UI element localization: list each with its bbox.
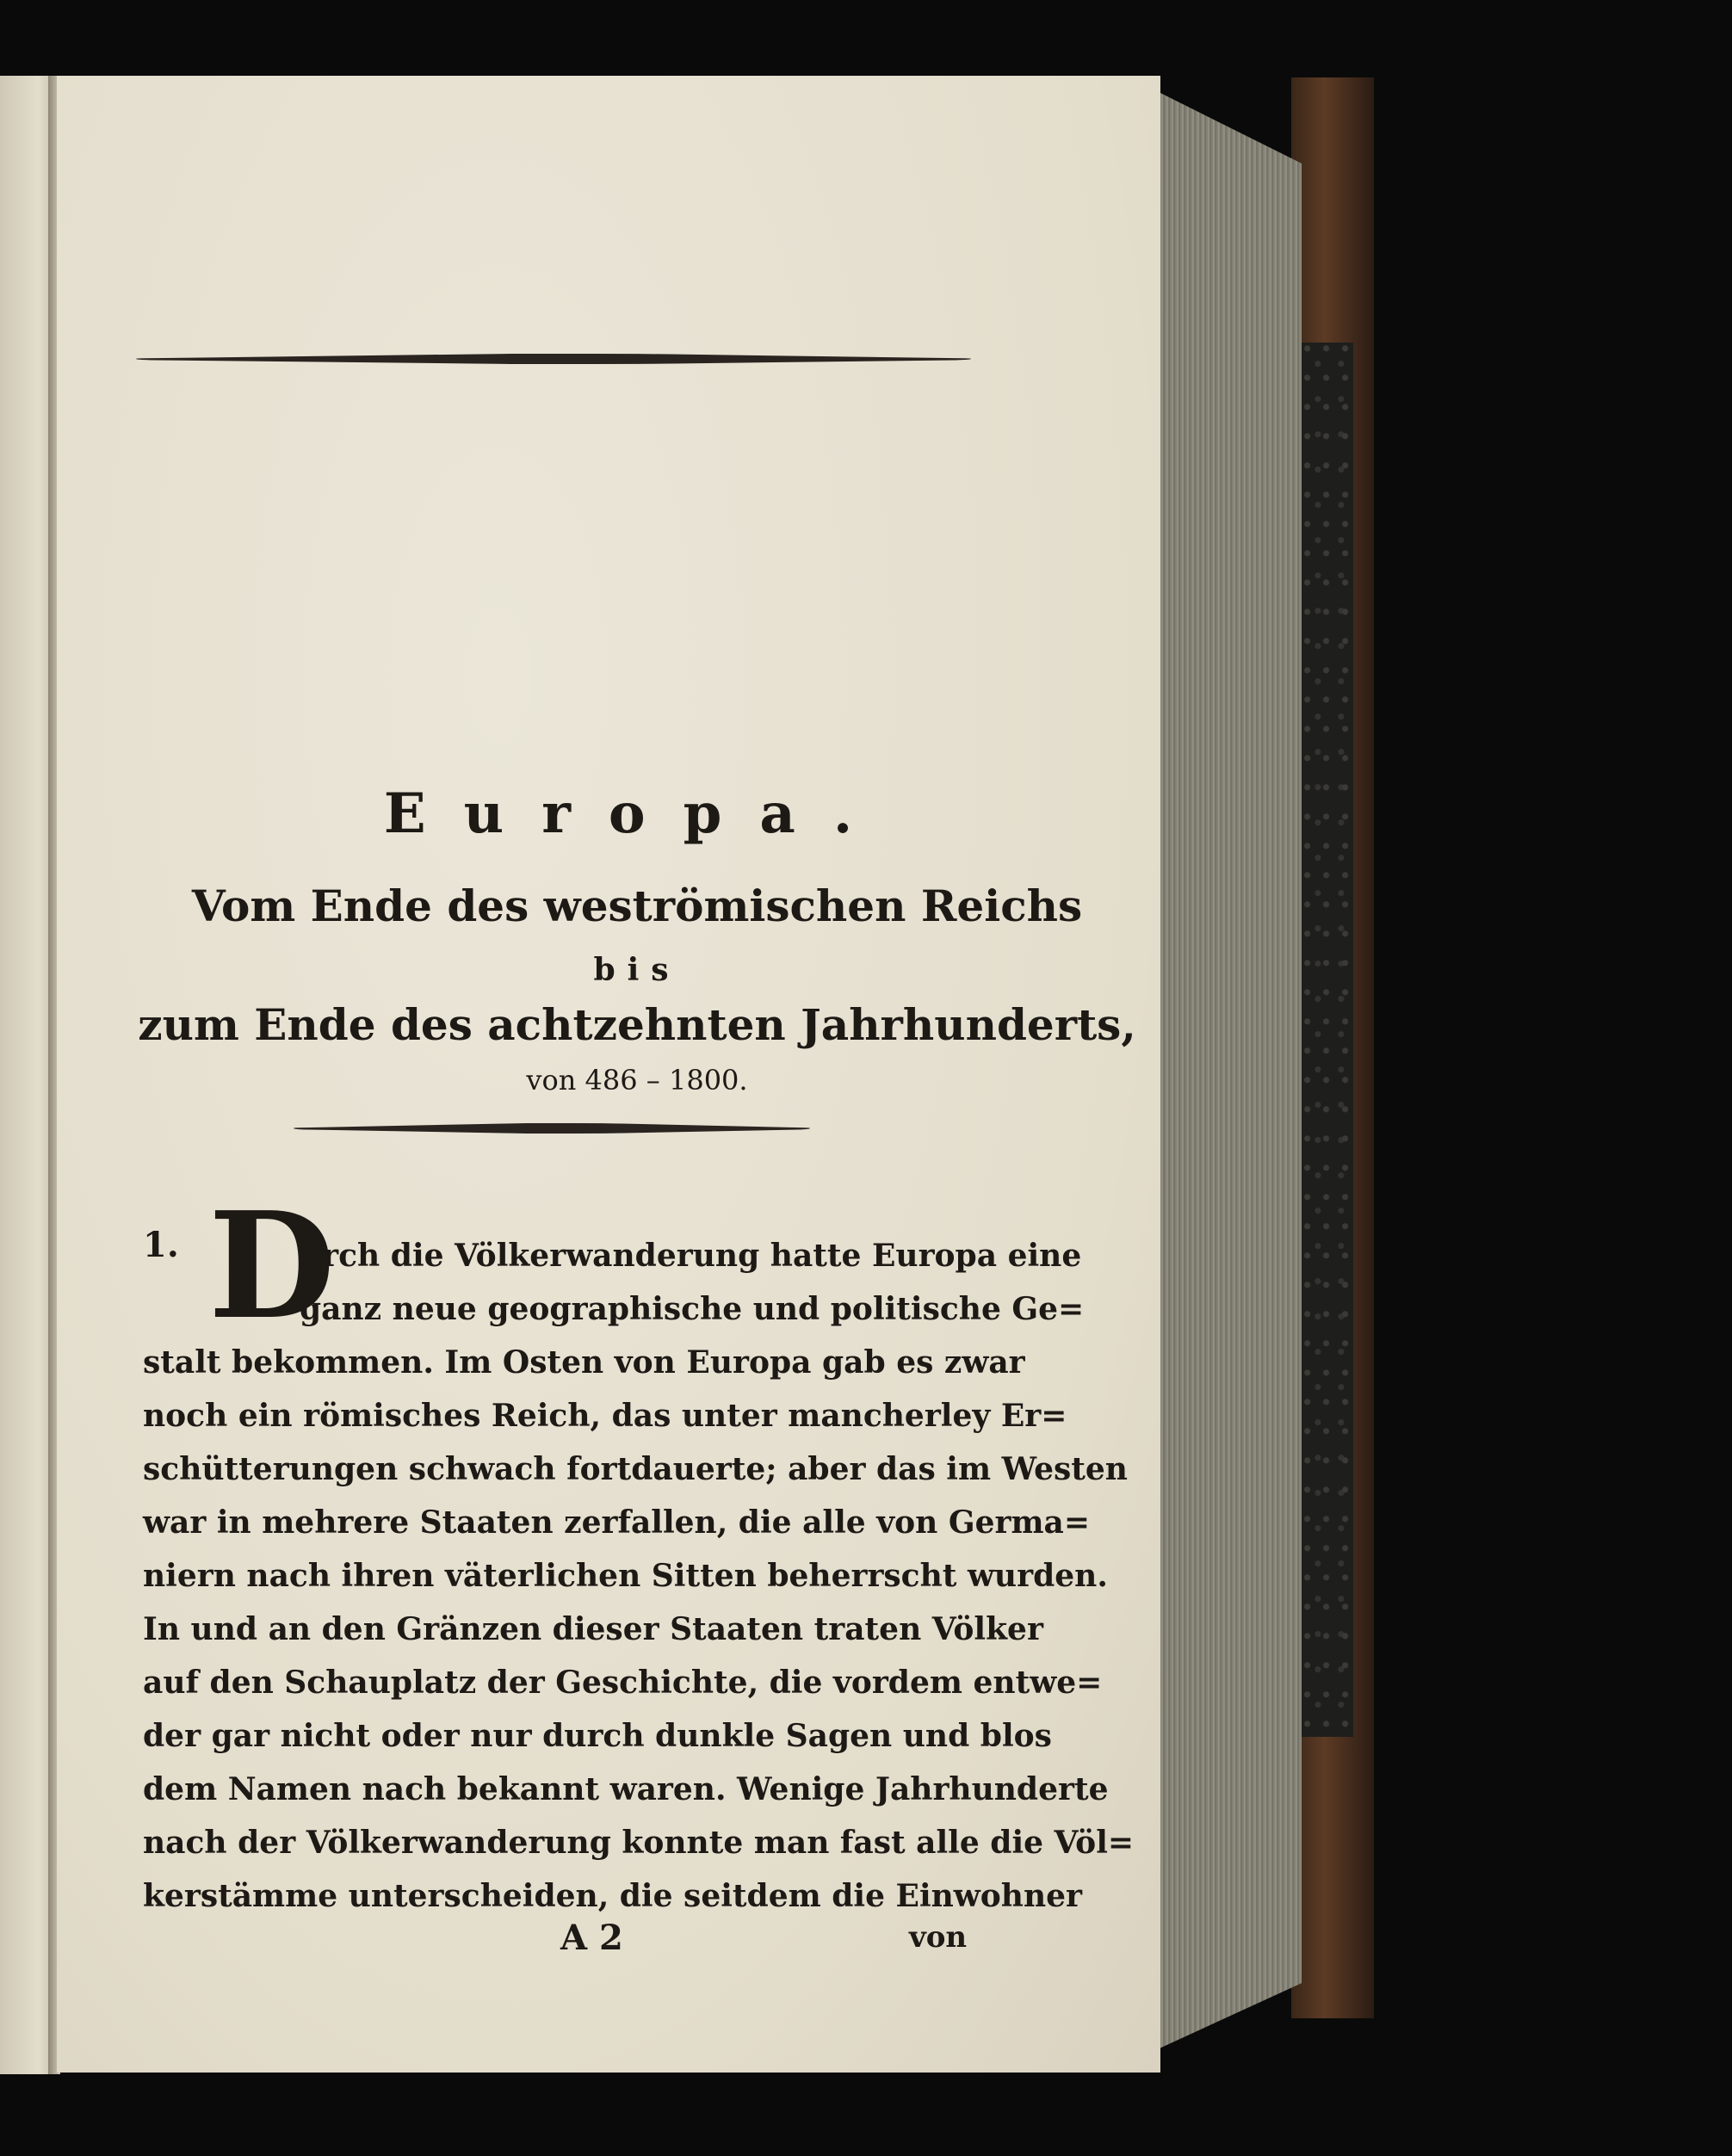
body-line: der gar nicht oder nur durch dunkle Sagen und blos	[143, 1718, 1052, 1754]
date-range: von 486 – 1800.	[526, 1064, 748, 1097]
subtitle-line-2: bis	[593, 952, 681, 988]
spine-cover-panel	[1302, 343, 1353, 1737]
body-line: dem Namen nach bekannt waren. Wenige Jahrhunderte	[143, 1771, 1109, 1807]
body-line: urch die Völkerwanderung hatte Europa eine	[300, 1238, 1082, 1274]
subtitle-line-3: zum Ende des achtzehnten Jahrhunderts,	[138, 999, 1136, 1050]
top-ornamental-rule	[136, 354, 971, 364]
body-line: noch ein römisches Reich, das unter mancherley Er=	[143, 1398, 1067, 1434]
signature-mark: A 2	[560, 1918, 623, 1958]
body-line: stalt bekommen. Im Osten von Europa gab es zwar	[143, 1344, 1025, 1381]
chapter-title: Europa.	[383, 781, 891, 846]
middle-ornamental-rule	[294, 1123, 810, 1134]
body-line: schütterungen schwach fortdauerte; aber das im Westen	[143, 1451, 1128, 1487]
body-line: nach der Völkerwanderung konnte man fast alle die Völ=	[143, 1825, 1135, 1861]
body-line: kerstämme unterscheiden, die seitdem die Einwohner	[143, 1878, 1083, 1914]
body-line: In und an den Gränzen dieser Staaten traten Völker	[143, 1611, 1043, 1647]
body-line: auf den Schauplatz der Geschichte, die vordem entwe=	[143, 1665, 1103, 1701]
body-line: war in mehrere Staaten zerfallen, die alle von Germa=	[143, 1504, 1091, 1541]
body-line: ganz neue geographische und politische Ge=	[300, 1291, 1085, 1327]
drop-cap-initial: D	[208, 1180, 336, 1352]
catchword: von	[909, 1920, 968, 1955]
book-page	[57, 76, 1160, 2073]
section-number: 1.	[143, 1225, 179, 1265]
subtitle-line-1: Vom Ende des weströmischen Reichs	[191, 880, 1083, 931]
body-line: niern nach ihren väterlichen Sitten beherrscht wurden.	[143, 1558, 1108, 1594]
